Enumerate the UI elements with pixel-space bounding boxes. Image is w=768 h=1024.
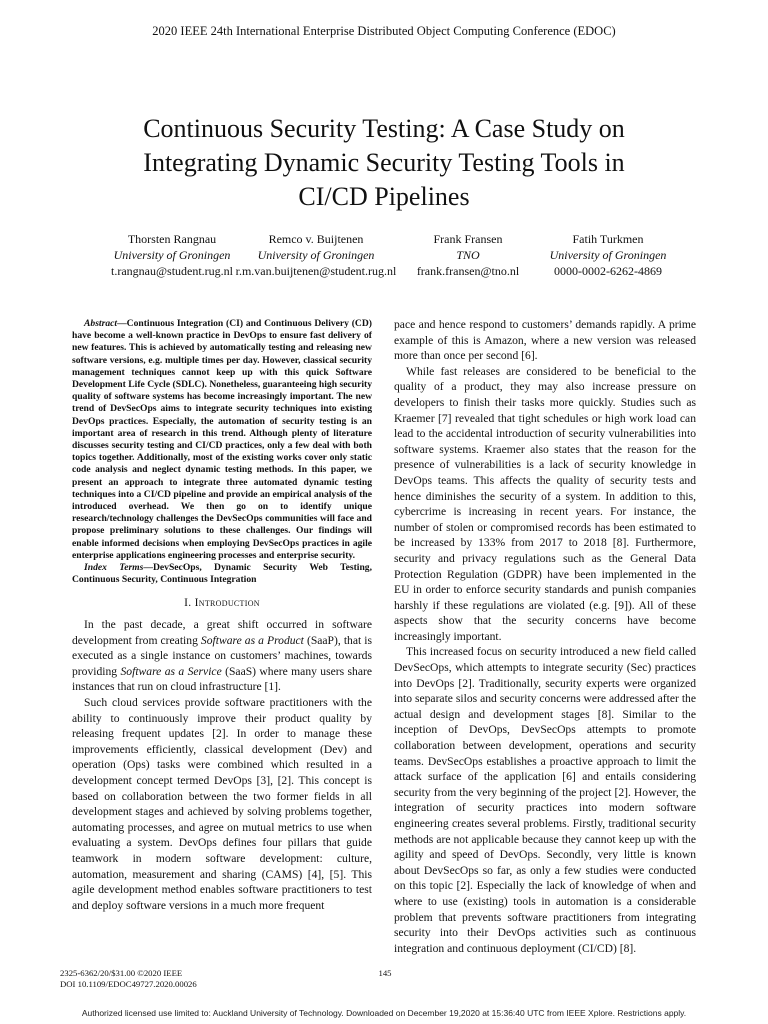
author-affiliation: TNO xyxy=(456,248,480,262)
paper-title xyxy=(60,112,708,214)
section-title: Introduction xyxy=(194,597,260,610)
author-name: Remco v. Buijtenen xyxy=(268,232,364,246)
author-name: Frank Fransen xyxy=(433,232,503,246)
emphasis: Software as a Product xyxy=(200,633,304,647)
index-terms-label: Index Terms xyxy=(84,562,144,574)
author-block xyxy=(518,231,698,279)
index-terms-text: —DevSecOps, Dynamic Security Web Testing, Continuous Security, Continuous Integration xyxy=(72,562,372,586)
paragraph: While fast releases are considered to be beneficial to the quality of a product, they may also increase pressure on developers to finish their tasks more quickly. Studies such as Kraemer [7] revealed that tight schedules or high work load can lead to the accidental introduction of security vulnerabilities into software systems. Kraemer also states that the reason for the presence of vulnerabilities is a lack of security knowledge in DevOps teams. This affects the quality of security tests and hence diminishes the security of a system. In addition to this, cybercrime is increasing in recent years. For instance, the number of stolen or compromised records has been estimated to be increased by 133% from 2017 to 2018 [8]. Furthermore, security and privacy regulations such as the General Data Protection Regulation (GDPR) have been implemented in the EU in order to enforce security standards and punish companies harshly if these regulations are violated (e.g. [9]). All of these aspects show that the security concerns have become increasingly important. xyxy=(394,364,696,643)
footer-issn: 2325-6362/20/$31.00 ©2020 IEEE xyxy=(60,968,183,978)
paragraph: In the past decade, a great shift occurred in software development from creating Software as a Product (SaaP), that is executed as a single instance on customers’ machines, towards providing Software as a Service (SaaS) where many users share instances that run on cloud infrastructure [1]. xyxy=(72,618,372,694)
paragraph: This increased focus on security introduced a new field called DevSecOps, which attempts to integrate security (Sec) practices into DevOps [2]. Traditionally, security experts were organized into separate silos and security concerns were addressed after the actual design and development stages [8]. Similar to the inception of DevOps, DevSecOps attempts to promote collaboration between development, operations and security teams. DevSecOps establishes a proactive approach to limit the attack surface of the application [6] and entails considering security from the very beginning of the project [2]. However, the integration of security practices into modern software engineering creates several problems. Firstly, traditional security methods are not applicable because they cannot keep up with the agility and speed of DevOps. Secondly, very little is known about DevSecOps so far, as only a few studies were conducted on this topic [2]. Especially the lack of knowledge of when and where to use (existing) tools in automation is a considerable problem that prevents software practitioners from integrating security into their DevOps activities such as continuous integration and continuous deployment (CI/CD) [8]. xyxy=(394,645,696,955)
author-affiliation: University of Groningen xyxy=(113,248,231,262)
paragraph: pace and hence respond to customers’ demands rapidly. A prime example of this is Amazon, where a new version was released more than once per second [6]. xyxy=(394,318,696,363)
section-heading: I. Introduction xyxy=(184,597,260,610)
left-column xyxy=(72,318,372,913)
paragraph: Such cloud services provide software practitioners with the ability to continuously improve their product quality by releasing frequent updates [2]. In order to manage these improvements efficiently, classical development (Dev) and operation (Ops) tasks were combined which resulted in a development concept termed DevOps [3], [2]. This concept is based on collaboration between the two former fields in all development stages and achieved by solving problems together, automating processes, and agree on mutual metrics to use when evaluating a system. DevOps defines four pillars that guide teamwork in modern software development: culture, automation, measurement and sharing (CAMS) [4], [5]. This agile development method enables software practitioners to test and deploy software versions in a much more frequent xyxy=(72,696,372,912)
index-terms xyxy=(72,562,372,586)
abstract xyxy=(72,318,372,562)
abstract-label: Abstract xyxy=(84,318,118,329)
author-affiliation: University of Groningen xyxy=(549,248,667,262)
emphasis: Software as a Service xyxy=(120,664,222,678)
author-name: Fatih Turkmen xyxy=(572,232,644,246)
author-contact: r.m.van.buijtenen@student.rug.nl xyxy=(235,264,397,278)
page-number: 145 xyxy=(378,968,392,978)
abstract-text: —Continuous Integration (CI) and Continuous Delivery (CD) have become a well-known practice in DevOps to ensure fast delivery of new features. This is achieved by automatically testing and releasing new software versions, e.g. multiple times per day. However, classical security management techniques cannot keep up with this quick Software Development Life Cycle (SDLC). Nonetheless, guaranteeing high security quality of software systems has become increasingly important. The new trend of DevSecOps aims to integrate security techniques into existing DevOps practices. Especially, the automation of security testing is an important area of research in this trend. Although plenty of literature discusses security testing and CI/CD practices, only a few deal with both topics together. Additionally, most of the existing works cover only static code analysis and neglect dynamic testing methods. In this paper, we present an approach to integrate three automated dynamic testing techniques into a CI/CD pipeline and provide an empirical analysis of the introduced overhead. We then go on to identify unique research/technology challenges the DevSecOps communities will face and propose preliminary solutions to these challenges. Our findings will enable informed decisions when employing DevSecOps practices in agile enterprise applications engineering processes and enterprise security. xyxy=(72,318,372,561)
title-line: CI/CD Pipelines xyxy=(298,182,470,211)
right-column xyxy=(394,317,696,956)
author-name: Thorsten Rangnau xyxy=(127,232,217,246)
title-line: Continuous Security Testing: A Case Study on xyxy=(143,114,625,143)
author-contact: t.rangnau@student.rug.nl xyxy=(110,264,234,278)
footer-doi: DOI 10.1109/EDOC49727.2020.00026 xyxy=(60,979,197,989)
author-contact: frank.fransen@tno.nl xyxy=(416,264,520,278)
author-affiliation: University of Groningen xyxy=(257,248,375,262)
footer-copyright xyxy=(60,968,197,990)
author-contact: 0000-0002-6262-4869 xyxy=(554,264,662,278)
title-line: Integrating Dynamic Security Testing Tools in xyxy=(143,148,625,177)
license-notice: Authorized licensed use limited to: Auckland University of Technology. Downloaded on December 19,2020 at 15:36:40 UTC from IEEE Xplore. Restrictions apply. xyxy=(81,1008,687,1018)
conference-header: 2020 IEEE 24th International Enterprise Distributed Object Computing Conference (EDOC) xyxy=(152,24,616,38)
